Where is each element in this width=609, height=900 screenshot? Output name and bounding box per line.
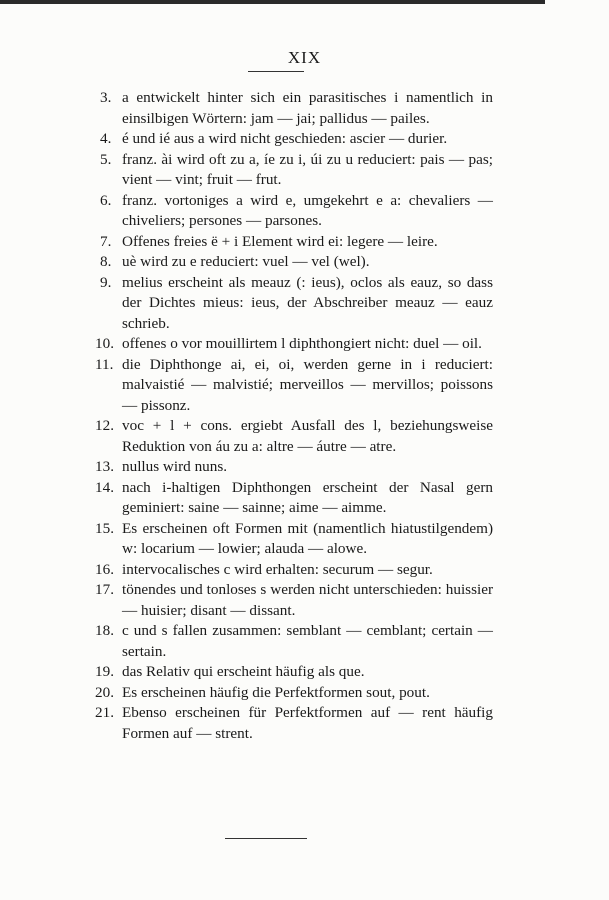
list-item bbox=[95, 478, 493, 519]
item-text: das Relativ qui erscheint häufig als que. bbox=[122, 663, 365, 680]
item-text: franz. ài wird oft zu a, íe zu i, úi zu u reduciert: pais — pas; vient — vint; fruit — frut. bbox=[122, 150, 493, 188]
item-text: Es erscheinen häufig die Perfektformen sout, pout. bbox=[122, 683, 430, 701]
page-top-border bbox=[0, 0, 545, 4]
item-text: intervocalisches c wird erhalten: securum — segur. bbox=[122, 560, 433, 578]
list-item bbox=[95, 580, 493, 621]
list-item bbox=[95, 334, 493, 355]
item-number: 9. bbox=[100, 273, 112, 291]
title-underline bbox=[248, 71, 304, 72]
list-item bbox=[100, 191, 493, 232]
item-text: offenes o vor mouillirtem l diphthongiert nicht: duel — oil. bbox=[122, 335, 482, 352]
item-number: 21. bbox=[95, 704, 114, 721]
item-number: 8. bbox=[100, 253, 112, 270]
item-text: uè wird zu e reduciert: vuel — vel (wel). bbox=[122, 253, 370, 270]
item-number: 20. bbox=[95, 683, 114, 701]
item-text: voc + l + cons. ergiebt Ausfall des l, beziehungsweise Reduktion von áu zu a: altre — áutre — atre. bbox=[122, 417, 493, 455]
item-number: 11. bbox=[95, 355, 114, 373]
item-text: c und s fallen zusammen: semblant — cemblant; certain — sertain. bbox=[122, 622, 493, 660]
item-text: nullus wird nuns. bbox=[122, 458, 228, 475]
item-text: tönendes und tonloses s werden nicht unterschieden: huissier — huisier; disant — dissant. bbox=[122, 581, 493, 619]
page-number: XIX bbox=[287, 48, 322, 67]
item-text: a entwickelt hinter sich ein parasitisches i namentlich in einsilbigen Wörtern: jam — jai; pallidus — pailes. bbox=[122, 89, 493, 127]
list-item bbox=[100, 88, 493, 129]
list-item bbox=[95, 416, 493, 457]
list-item bbox=[100, 273, 493, 335]
item-number: 15. bbox=[95, 519, 114, 537]
item-number: 13. bbox=[95, 458, 114, 475]
list-item bbox=[100, 232, 493, 253]
item-number: 10. bbox=[95, 335, 114, 352]
list-item bbox=[95, 355, 493, 417]
item-number: 16. bbox=[95, 560, 114, 578]
list-item bbox=[95, 662, 493, 683]
closing-rule bbox=[225, 838, 307, 839]
list-item bbox=[100, 150, 493, 191]
item-text: die Diphthonge ai, ei, oi, werden gerne in i reduciert: malvaistié — malvistié; merveillos — mervillos; poissons — pissonz. bbox=[122, 355, 493, 414]
list-item bbox=[95, 703, 493, 744]
numbered-list bbox=[95, 88, 493, 744]
item-number: 18. bbox=[95, 622, 114, 639]
list-item bbox=[100, 129, 493, 150]
item-text: melius erscheint als meauz (: ieus), oclos als eauz, so dass der Dichtes mieus: ieus, der Abschreiber meauz — eauz schrieb. bbox=[122, 273, 493, 332]
item-number: 5. bbox=[100, 150, 112, 168]
item-text: Ebenso erscheinen für Perfektformen auf — rent häufig Formen auf — strent. bbox=[122, 704, 493, 742]
list-item bbox=[95, 457, 493, 478]
item-number: 4. bbox=[100, 130, 112, 147]
item-number: 14. bbox=[95, 478, 114, 496]
list-item bbox=[100, 252, 493, 273]
item-number: 7. bbox=[100, 232, 112, 250]
list-item bbox=[95, 519, 493, 560]
item-text: é und ié aus a wird nicht geschieden: ascier — durier. bbox=[122, 130, 448, 147]
item-text: nach i-haltigen Diphthongen erscheint der Nasal gern geminiert: saine — sainne; aime — aimme. bbox=[122, 478, 493, 516]
item-text: Es erscheinen oft Formen mit (namentlich hiatustilgendem) w: locarium — lowier; alauda — alowe. bbox=[122, 519, 493, 557]
list-item bbox=[95, 621, 493, 662]
item-number: 19. bbox=[95, 663, 114, 680]
item-number: 6. bbox=[100, 191, 112, 209]
item-text: franz. vortoniges a wird e, umgekehrt e a: chevaliers — chiveliers; persones — parsones. bbox=[122, 191, 493, 229]
item-number: 3. bbox=[100, 89, 112, 106]
list-item bbox=[95, 560, 493, 581]
item-number: 12. bbox=[95, 417, 114, 434]
item-text: Offenes freies ë + i Element wird ei: legere — leire. bbox=[122, 232, 438, 250]
item-number: 17. bbox=[95, 581, 114, 598]
list-item bbox=[95, 683, 493, 704]
